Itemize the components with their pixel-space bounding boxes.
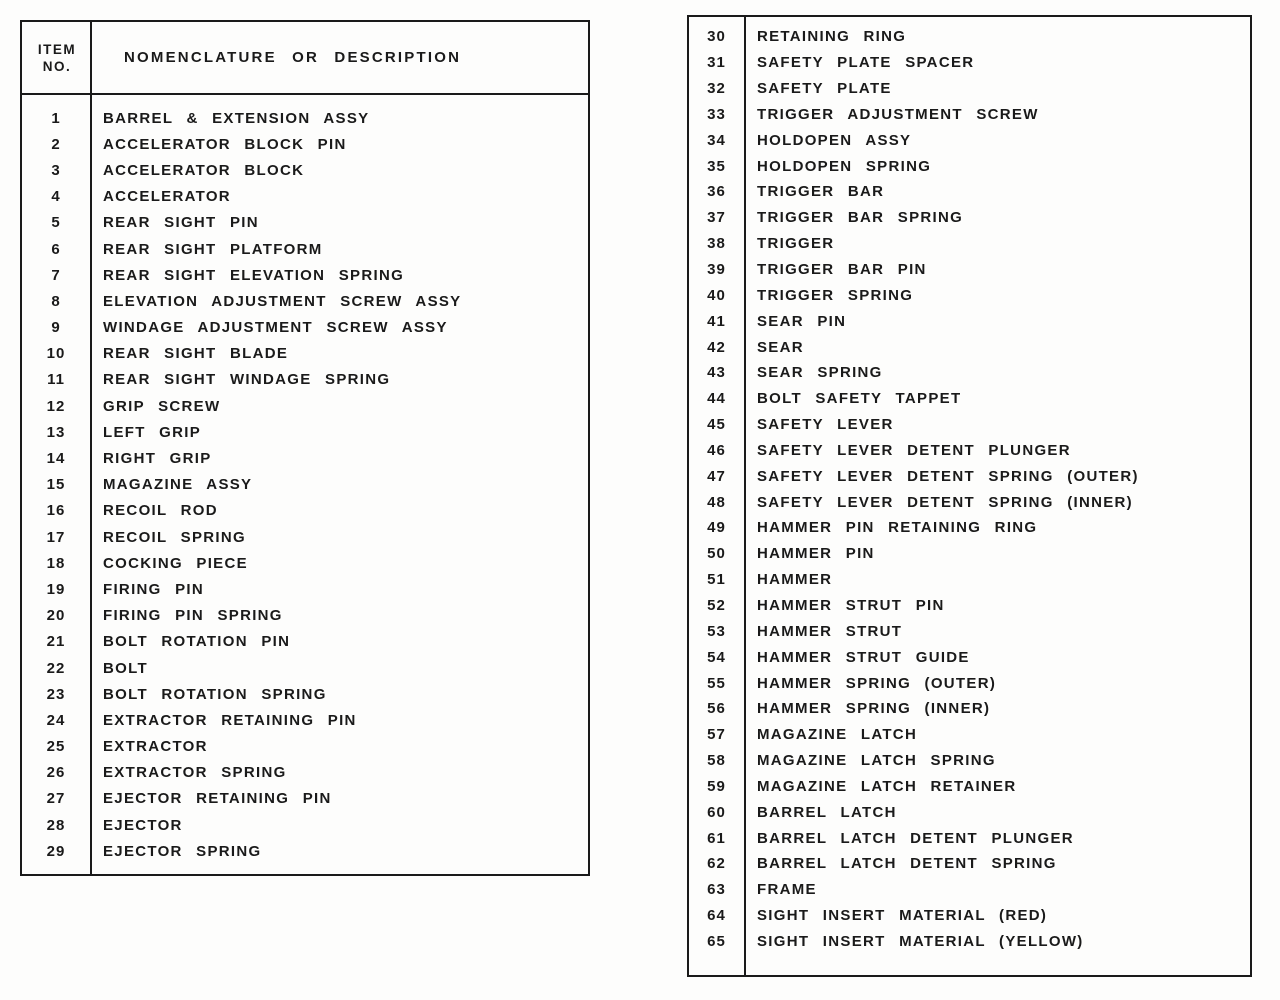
table-row [22,603,588,629]
table-row [22,576,588,602]
item-description: HOLDOPEN SPRING [757,157,932,175]
table-row [689,50,1250,76]
item-description: BARREL LATCH [757,803,897,821]
item-description: SEAR [757,338,804,356]
table-row [689,308,1250,334]
table-row [22,105,588,131]
item-description: HAMMER SPRING (INNER) [757,700,991,718]
item-description: TRIGGER [757,235,835,253]
item-number: 44 [707,390,726,408]
item-number: 41 [707,312,726,330]
item-description: ACCELERATOR [103,188,231,206]
item-description: TRIGGER BAR SPRING [757,209,964,227]
parts-table-left [20,20,590,876]
item-description: TRIGGER ADJUSTMENT SCREW [757,105,1039,123]
item-description: HOLDOPEN ASSY [757,131,912,149]
table-row [22,550,588,576]
table-body-left [22,95,588,864]
item-description: RIGHT GRIP [103,450,212,468]
table-row [22,786,588,812]
table-row [22,288,588,314]
table-row [689,489,1250,515]
table-row [689,24,1250,50]
item-number: 17 [46,528,66,546]
item-number: 16 [46,502,66,520]
item-description: LEFT GRIP [103,423,202,441]
description-column-header: NOMENCLATURE OR DESCRIPTION [124,49,462,66]
item-description: MAGAZINE ASSY [103,476,253,494]
item-number: 60 [707,803,726,821]
item-description: EJECTOR SPRING [103,842,262,860]
table-row [689,748,1250,774]
item-no-header-line2: NO. [42,58,72,74]
item-description: REAR SIGHT PIN [103,214,259,232]
item-number: 5 [51,214,61,232]
item-description: EXTRACTOR [103,738,208,756]
item-number: 48 [707,493,726,511]
item-description: SAFETY PLATE [757,80,892,98]
table-row [22,812,588,838]
table-row [22,655,588,681]
item-description: RECOIL ROD [103,502,218,520]
item-number: 45 [707,416,726,434]
item-description: EXTRACTOR RETAINING PIN [103,711,357,729]
item-number: 57 [707,726,726,744]
table-row [689,929,1250,955]
table-row [689,618,1250,644]
item-description: SAFETY PLATE SPACER [757,54,975,72]
table-row [689,541,1250,567]
item-number: 52 [707,596,726,614]
item-description: TRIGGER BAR PIN [757,261,927,279]
table-row [22,838,588,864]
item-no-column-header [22,22,92,93]
item-number: 8 [51,292,61,310]
table-row [22,760,588,786]
item-description: EJECTOR RETAINING PIN [103,790,332,808]
table-row [689,438,1250,464]
column-divider-line [90,22,92,874]
table-row [22,524,588,550]
item-description: SAFETY LEVER DETENT SPRING (INNER) [757,493,1133,511]
item-description: ELEVATION ADJUSTMENT SCREW ASSY [103,292,462,310]
item-number: 64 [707,907,726,925]
item-number: 63 [707,881,726,899]
table-row [689,257,1250,283]
item-description: GRIP SCREW [103,397,221,415]
table-row [689,412,1250,438]
item-number: 23 [46,685,66,703]
table-row [689,851,1250,877]
table-row [689,877,1250,903]
item-number: 65 [707,932,726,950]
item-description: HAMMER [757,571,833,589]
item-description: REAR SIGHT PLATFORM [103,240,323,258]
table-row [22,445,588,471]
item-number: 39 [707,261,726,279]
item-number: 62 [707,855,726,873]
item-number: 1 [51,109,61,127]
table-row [689,102,1250,128]
item-number: 36 [707,183,726,201]
column-divider-line [744,17,746,975]
item-number: 9 [51,319,61,337]
item-description: SEAR PIN [757,312,847,330]
table-body-right [689,17,1250,954]
table-row [689,825,1250,851]
item-number: 10 [46,345,66,363]
table-row [689,282,1250,308]
item-number: 6 [51,240,61,258]
item-description: RECOIL SPRING [103,528,246,546]
item-number: 27 [46,790,66,808]
item-description: ACCELERATOR BLOCK PIN [103,135,347,153]
item-description: HAMMER STRUT [757,622,903,640]
table-row [689,799,1250,825]
item-number: 33 [707,105,726,123]
item-number: 14 [46,450,66,468]
item-description: HAMMER PIN [757,545,875,563]
table-row [22,184,588,210]
table-row [689,903,1250,929]
item-number: 18 [46,554,66,572]
table-row [689,76,1250,102]
item-description: COCKING PIECE [103,554,248,572]
table-row [22,367,588,393]
item-description: TRIGGER BAR [757,183,885,201]
item-number: 30 [707,28,726,46]
item-number: 13 [46,423,66,441]
item-number: 7 [51,266,61,284]
item-description: MAGAZINE LATCH [757,726,918,744]
item-number: 54 [707,648,726,666]
item-number: 59 [707,777,726,795]
item-description: BARREL LATCH DETENT PLUNGER [757,829,1074,847]
item-number: 3 [51,161,61,179]
table-row [689,515,1250,541]
table-row [22,341,588,367]
item-description: REAR SIGHT ELEVATION SPRING [103,266,405,284]
table-row [689,773,1250,799]
item-number: 49 [707,519,726,537]
item-description: RETAINING RING [757,28,907,46]
table-row [689,360,1250,386]
item-description: BOLT ROTATION SPRING [103,685,327,703]
item-description: HAMMER STRUT PIN [757,596,945,614]
item-number: 43 [707,364,726,382]
item-number: 58 [707,752,726,770]
item-description: EXTRACTOR SPRING [103,764,287,782]
table-row [689,127,1250,153]
table-row [689,670,1250,696]
table-row [689,179,1250,205]
item-number: 11 [47,371,65,389]
table-row [689,205,1250,231]
table-row [689,593,1250,619]
item-number: 40 [707,286,726,304]
parts-table-right [687,15,1252,977]
item-number: 32 [707,80,726,98]
item-number: 51 [707,571,726,589]
item-number: 50 [707,545,726,563]
item-description: SAFETY LEVER [757,416,894,434]
item-description: HAMMER SPRING (OUTER) [757,674,997,692]
item-description: FIRING PIN SPRING [103,607,283,625]
item-description: SAFETY LEVER DETENT PLUNGER [757,441,1071,459]
item-description: MAGAZINE LATCH RETAINER [757,777,1017,795]
item-no-header-line1: ITEM [37,41,77,57]
table-row [689,463,1250,489]
table-row [689,153,1250,179]
item-number: 55 [707,674,726,692]
table-row [22,210,588,236]
item-description: SEAR SPRING [757,364,883,382]
item-number: 19 [46,580,66,598]
table-row [689,231,1250,257]
table-row [689,567,1250,593]
item-description: FRAME [757,881,817,899]
table-row [689,696,1250,722]
item-description: SIGHT INSERT MATERIAL (RED) [757,907,1048,925]
table-row [22,236,588,262]
table-row [22,393,588,419]
table-row [689,334,1250,360]
table-row [22,419,588,445]
item-number: 31 [707,54,726,72]
table-row [689,386,1250,412]
item-description: BOLT SAFETY TAPPET [757,390,962,408]
item-number: 35 [707,157,726,175]
item-description: ACCELERATOR BLOCK [103,161,305,179]
item-description: BARREL & EXTENSION ASSY [103,109,370,127]
table-row [689,722,1250,748]
item-number: 61 [707,829,726,847]
item-description: SAFETY LEVER DETENT SPRING (OUTER) [757,467,1139,485]
item-description: WINDAGE ADJUSTMENT SCREW ASSY [103,319,448,337]
item-description: REAR SIGHT BLADE [103,345,289,363]
table-row [22,262,588,288]
table-row [22,681,588,707]
item-description: BARREL LATCH DETENT SPRING [757,855,1057,873]
table-row [22,157,588,183]
item-description: FIRING PIN [103,580,205,598]
item-number: 46 [707,441,726,459]
item-number: 38 [707,235,726,253]
item-number: 29 [46,842,66,860]
item-description: EJECTOR [103,816,183,834]
item-description: HAMMER PIN RETAINING RING [757,519,1038,537]
item-number: 24 [46,711,66,729]
table-row [22,472,588,498]
item-number: 47 [707,467,726,485]
table-row [22,629,588,655]
table-row [22,734,588,760]
item-description: REAR SIGHT WINDAGE SPRING [103,371,391,389]
item-description: HAMMER STRUT GUIDE [757,648,970,666]
item-number: 34 [707,131,726,149]
item-description: MAGAZINE LATCH SPRING [757,752,996,770]
item-number: 20 [46,607,66,625]
item-number: 28 [46,816,66,834]
item-number: 2 [51,135,61,153]
item-number: 26 [46,764,66,782]
item-number: 22 [46,659,66,677]
item-description: BOLT [103,659,148,677]
table-header [22,22,588,95]
item-number: 15 [46,476,66,494]
item-number: 37 [707,209,726,227]
item-number: 56 [707,700,726,718]
item-description: SIGHT INSERT MATERIAL (YELLOW) [757,932,1084,950]
table-row [22,131,588,157]
item-number: 12 [46,397,66,415]
item-number: 42 [707,338,726,356]
item-number: 53 [707,622,726,640]
item-description: TRIGGER SPRING [757,286,914,304]
table-row [22,315,588,341]
item-number: 25 [46,738,66,756]
table-row [689,644,1250,670]
item-number: 21 [46,633,66,651]
item-number: 4 [51,188,61,206]
table-row [22,707,588,733]
table-row [22,498,588,524]
item-description: BOLT ROTATION PIN [103,633,291,651]
